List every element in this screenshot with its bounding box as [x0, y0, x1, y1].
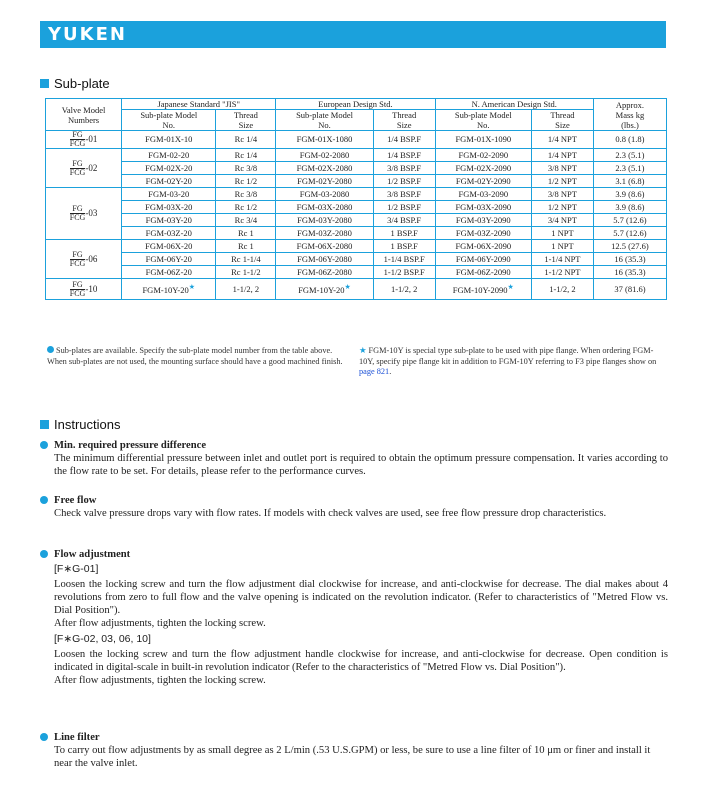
- na-thread-cell: 1 NPT: [532, 227, 594, 240]
- na-model-cell: FGM-10Y-2090★: [435, 279, 531, 300]
- na-model-cell: FGM-03X-2090: [435, 201, 531, 214]
- eu-thread-cell: 3/8 BSP.F: [373, 188, 435, 201]
- star-mark: ★: [507, 283, 514, 292]
- mass-cell: 0.8 (1.8): [593, 131, 666, 149]
- valve-model-fraction: FG FCG: [69, 130, 86, 148]
- jis-thread-cell: Rc 1: [216, 240, 276, 253]
- bullet-dot-icon: [40, 550, 48, 558]
- valve-model-fraction: FG FCG: [69, 249, 86, 268]
- star-icon: ★: [359, 346, 367, 355]
- bullet-dot-icon: [40, 733, 48, 741]
- na-model-cell: FGM-03-2090: [435, 188, 531, 201]
- instruction-title: Flow adjustment: [40, 548, 668, 561]
- eu-model-cell: FGM-02-2080: [276, 149, 373, 162]
- jis-thread-cell: Rc 1-1/2: [216, 266, 276, 279]
- na-thread-cell: 1-1/2, 2: [532, 279, 594, 300]
- table-row: [46, 131, 667, 149]
- subplate-heading: Sub-plate: [40, 76, 110, 91]
- eu-model-cell: FGM-06Y-2080: [276, 253, 373, 266]
- mass-cell: 5.7 (12.6): [593, 214, 666, 227]
- table-row: [46, 253, 667, 266]
- col-na-model: Sub-plate Model No.: [435, 110, 531, 131]
- brand-banner: [40, 21, 666, 48]
- table-row: [46, 162, 667, 175]
- jis-thread-cell: Rc 1/4: [216, 149, 276, 162]
- jis-model-cell: FGM-03Y-20: [122, 214, 216, 227]
- eu-thread-cell: 1/4 BSP.F: [373, 149, 435, 162]
- table-row: [46, 201, 667, 214]
- instruction-body: After flow adjustments, tighten the locking screw.: [54, 618, 266, 629]
- instruction-body: After flow adjustments, tighten the locking screw.: [54, 675, 266, 686]
- table-row-last: [46, 279, 667, 300]
- instruction-body: To carry out flow adjustments by as small degree as 2 L/min (.53 U.S.GPM) or less, be sure to use a line filter of 10 μm or finer and install it near the valve inlet.: [54, 745, 651, 769]
- page-821-link[interactable]: page 821: [359, 367, 390, 376]
- jis-model-cell: FGM-03Z-20: [122, 227, 216, 240]
- valve-model-cell: FG FCG -06: [46, 240, 122, 279]
- col-american-std: N. American Design Std.: [435, 99, 593, 110]
- jis-model-cell: FGM-06X-20: [122, 240, 216, 253]
- instruction-subheading: [F∗G-02, 03, 06, 10]: [54, 633, 151, 645]
- na-thread-cell: 1-1/2 NPT: [532, 266, 594, 279]
- eu-model-cell: FGM-03Y-2080: [276, 214, 373, 227]
- na-model-cell: FGM-02-2090: [435, 149, 531, 162]
- jis-model-cell: FGM-10Y-20★: [122, 279, 216, 300]
- na-thread-cell: 3/4 NPT: [532, 214, 594, 227]
- eu-thread-cell: 1-1/2, 2: [373, 279, 435, 300]
- col-jis-model: Sub-plate Model No.: [122, 110, 216, 131]
- jis-thread-cell: Rc 1-1/4: [216, 253, 276, 266]
- instruction-line-filter: [40, 731, 668, 770]
- col-european-std: European Design Std.: [276, 99, 435, 110]
- jis-thread-cell: Rc 1/2: [216, 201, 276, 214]
- note-fgm-10y: ★ FGM-10Y is special type sub-plate to be used with pipe flange. When ordering FGM-10Y, specify pipe flange kit in addition to FGM-10Y referring to F3 pipe flanges show on page 821.: [359, 346, 657, 376]
- na-model-cell: FGM-06Z-2090: [435, 266, 531, 279]
- valve-model-fraction: FG FCG: [69, 279, 86, 298]
- eu-model-cell: FGM-03Z-2080: [276, 227, 373, 240]
- na-thread-cell: 3/8 NPT: [532, 162, 594, 175]
- na-model-cell: FGM-02Y-2090: [435, 175, 531, 188]
- instruction-free-flow: [40, 494, 668, 520]
- star-mark: ★: [344, 283, 351, 292]
- bullet-dot-icon: [40, 496, 48, 504]
- col-eu-thread: Thread Size: [373, 110, 435, 131]
- col-jis-thread: Thread Size: [216, 110, 276, 131]
- col-na-thread: Thread Size: [532, 110, 594, 131]
- jis-thread-cell: Rc 3/4: [216, 214, 276, 227]
- yuken-logo: YUKEN: [48, 24, 127, 45]
- instructions-heading: Instructions: [40, 417, 120, 432]
- eu-thread-cell: 1 BSP.F: [373, 227, 435, 240]
- jis-model-cell: FGM-03-20: [122, 188, 216, 201]
- mass-cell: 3.9 (8.6): [593, 188, 666, 201]
- jis-model-cell: FGM-06Y-20: [122, 253, 216, 266]
- eu-thread-cell: 1/4 BSP.F: [373, 131, 435, 149]
- jis-thread-cell: Rc 3/8: [216, 188, 276, 201]
- subplate-table: [45, 98, 667, 300]
- na-thread-cell: 1/2 NPT: [532, 175, 594, 188]
- section-square-icon: [40, 79, 49, 88]
- eu-model-cell: FGM-03X-2080: [276, 201, 373, 214]
- table-row: [46, 240, 667, 253]
- bullet-dot-icon: [40, 441, 48, 449]
- instruction-min-pressure: [40, 439, 668, 478]
- jis-thread-cell: Rc 1/2: [216, 175, 276, 188]
- na-model-cell: FGM-06X-2090: [435, 240, 531, 253]
- instruction-body: Loosen the locking screw and turn the flow adjustment handle clockwise for increase, and anti-clockwise for decrease. Open condition is indicated in digital-scale in built-in revolution indicator (Refer to the characteristics of "Metred Flow vs. Dial Position").: [54, 649, 668, 673]
- table-row: [46, 214, 667, 227]
- bullet-dot-icon: [47, 346, 54, 353]
- jis-thread-cell: Rc 1/4: [216, 131, 276, 149]
- eu-thread-cell: 1/2 BSP.F: [373, 175, 435, 188]
- na-model-cell: FGM-02X-2090: [435, 162, 531, 175]
- col-approx-mass: Approx. Mass kg (lbs.): [593, 99, 666, 131]
- mass-cell: 3.9 (8.6): [593, 201, 666, 214]
- instruction-title: Free flow: [40, 494, 668, 507]
- note-subplates: Sub-plates are available. Specify the sub-plate model number from the table above. When sub-plates are not used, the mounting surface should have a good machined finish.: [47, 346, 343, 366]
- eu-model-cell: FGM-02X-2080: [276, 162, 373, 175]
- na-model-cell: FGM-03Y-2090: [435, 214, 531, 227]
- instruction-title: Min. required pressure difference: [40, 439, 668, 452]
- section-square-icon: [40, 420, 49, 429]
- col-jis-standard: Japanese Standard "JIS": [122, 99, 276, 110]
- na-thread-cell: 1/2 NPT: [532, 201, 594, 214]
- instruction-body: The minimum differential pressure between inlet and outlet port is required to obtain the optimum pressure compensation. It varies according to the flow rate to be set. For details, please refer to the performance curves.: [54, 453, 668, 477]
- jis-thread-cell: 1-1/2, 2: [216, 279, 276, 300]
- mass-cell: 16 (35.3): [593, 253, 666, 266]
- na-model-cell: FGM-06Y-2090: [435, 253, 531, 266]
- valve-model-cell: FG FCG -03: [46, 188, 122, 240]
- valve-model-fraction: FG FCG: [69, 158, 86, 177]
- eu-thread-cell: 1-1/4 BSP.F: [373, 253, 435, 266]
- na-thread-cell: 1-1/4 NPT: [532, 253, 594, 266]
- instruction-flow-adjustment: [40, 548, 668, 687]
- eu-model-cell: FGM-02Y-2080: [276, 175, 373, 188]
- jis-model-cell: FGM-06Z-20: [122, 266, 216, 279]
- jis-thread-cell: Rc 1: [216, 227, 276, 240]
- mass-cell: 5.7 (12.6): [593, 227, 666, 240]
- eu-thread-cell: 1-1/2 BSP.F: [373, 266, 435, 279]
- mass-cell: 3.1 (6.8): [593, 175, 666, 188]
- mass-cell: 2.3 (5.1): [593, 149, 666, 162]
- instruction-subheading: [F∗G-01]: [54, 563, 99, 575]
- col-eu-model: Sub-plate Model No.: [276, 110, 373, 131]
- valve-model-fraction: FG FCG: [69, 204, 86, 222]
- valve-model-cell: FG FCG -01: [46, 131, 122, 149]
- eu-thread-cell: 1 BSP.F: [373, 240, 435, 253]
- star-mark: ★: [188, 283, 196, 292]
- table-row: [46, 227, 667, 240]
- eu-model-cell: FGM-06Z-2080: [276, 266, 373, 279]
- eu-thread-cell: 3/4 BSP.F: [373, 214, 435, 227]
- eu-thread-cell: 3/8 BSP.F: [373, 162, 435, 175]
- valve-model-cell: FG FCG -02: [46, 149, 122, 188]
- eu-model-cell: FGM-01X-1080: [276, 131, 373, 149]
- col-valve-models: Valve Model Numbers: [46, 99, 122, 131]
- jis-model-cell: FGM-02-20: [122, 149, 216, 162]
- jis-model-cell: FGM-02Y-20: [122, 175, 216, 188]
- na-thread-cell: 1 NPT: [532, 240, 594, 253]
- na-thread-cell: 1/4 NPT: [532, 131, 594, 149]
- instruction-body: Check valve pressure drops vary with flow rates. If models with check valves are used, see free flow pressure drop characteristics.: [54, 508, 607, 519]
- table-row: [46, 149, 667, 162]
- table-row: [46, 266, 667, 279]
- instruction-body: Loosen the locking screw and turn the flow adjustment dial clockwise for increase, and anti-clockwise for decrease. The dial makes about 4 revolutions from zero to full flow and the valve opening is indicated on the revolution indicator. (Refer to characteristics of "Metred Flow vs. Dial Position").: [54, 579, 668, 616]
- mass-cell: 2.3 (5.1): [593, 162, 666, 175]
- na-thread-cell: 1/4 NPT: [532, 149, 594, 162]
- valve-model-cell: FG FCG -10: [46, 279, 122, 300]
- mass-cell: 37 (81.6): [593, 279, 666, 300]
- na-thread-cell: 3/8 NPT: [532, 188, 594, 201]
- jis-model-cell: FGM-03X-20: [122, 201, 216, 214]
- eu-thread-cell: 1/2 BSP.F: [373, 201, 435, 214]
- eu-model-cell: FGM-03-2080: [276, 188, 373, 201]
- na-model-cell: FGM-01X-1090: [435, 131, 531, 149]
- eu-model-cell: FGM-10Y-20★: [276, 279, 373, 300]
- table-row: [46, 188, 667, 201]
- eu-model-cell: FGM-06X-2080: [276, 240, 373, 253]
- jis-model-cell: FGM-02X-20: [122, 162, 216, 175]
- mass-cell: 16 (35.3): [593, 266, 666, 279]
- mass-cell: 12.5 (27.6): [593, 240, 666, 253]
- table-row: [46, 175, 667, 188]
- jis-model-cell: FGM-01X-10: [122, 131, 216, 149]
- jis-thread-cell: Rc 3/8: [216, 162, 276, 175]
- na-model-cell: FGM-03Z-2090: [435, 227, 531, 240]
- instruction-title: Line filter: [40, 731, 668, 744]
